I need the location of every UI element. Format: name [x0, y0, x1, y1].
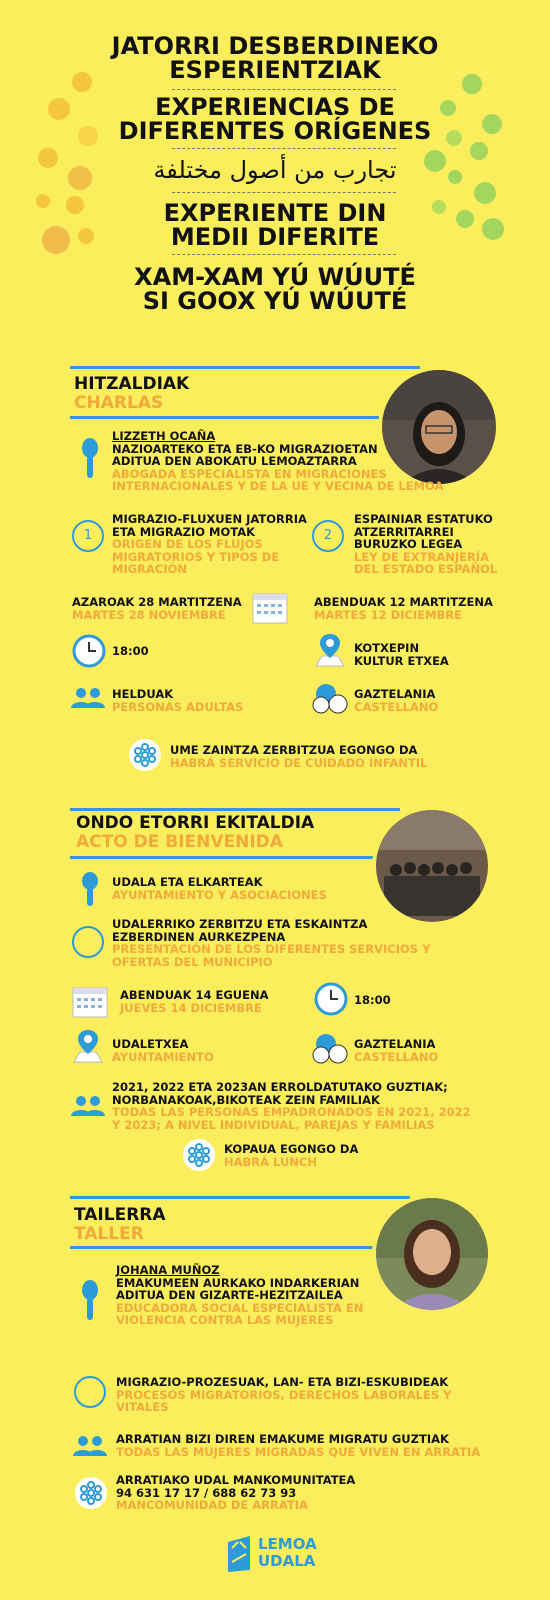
title-es: EXPERIENCIAS DE DIFERENTES ORÍGENES	[118, 93, 432, 145]
number-badge: 1	[72, 520, 104, 552]
divider	[172, 192, 396, 193]
speaker-photo	[372, 1194, 492, 1314]
people-icon	[72, 1434, 108, 1462]
organizer: UDALA ETA ELKARTEAK AYUNTAMIENTO Y ASOCIACIONES	[112, 875, 327, 902]
childcare-icon	[128, 738, 162, 776]
bullet-circle	[74, 1376, 106, 1408]
lemoa-logo	[226, 1534, 252, 1578]
date: ABENDUAK 14 EGUENA JUEVES 14 DICIEMBRE	[120, 988, 269, 1015]
language: GAZTELANIA CASTELLANO	[354, 687, 439, 714]
title-wo: XAM-XAM YÚ WÚUTÉ SI GOOX YÚ WÚUTÉ	[134, 263, 416, 315]
location-icon	[314, 632, 346, 672]
place: UDALETXEA AYUNTAMIENTO	[112, 1037, 214, 1064]
childcare-info: UME ZAINTZA ZERBITZUA EGONGO DA HABRÁ SERVICIO DE CUIDADO INFANTIL	[170, 743, 428, 770]
audience: 2021, 2022 ETA 2023AN ERROLDATUTAKO GUZTIAK; NORBANAKOAK,BIKOTEAK ZEIN FAMILIAK TODAS LAS PERSONAS EMPADRONADOS EN 2021, 2022 Y 2023; A NIVEL INDIVIDUAL, PAREJAS Y FAMILIAS	[112, 1080, 471, 1132]
lunch-icon	[182, 1138, 216, 1176]
clock-icon	[314, 982, 348, 1020]
title-eu: JATORRI DESBERDINEKO ESPERIENTZIAK	[111, 32, 439, 84]
presentation-info: UDALERRIKO ZERBITZU ETA ESKAINTZA EZBERDINEN AURKEZPENA PRESENTACIÓN DE LOS DIFERENTES SERVICIOS Y OFERTAS DEL MUNICIPIO	[112, 917, 431, 969]
section-title-taller: TAILERRA TALLER	[74, 1205, 166, 1244]
speaker-info: JOHANA MUÑOZ EMAKUMEEN AURKAKO INDARKERIAN ADITUA DEN GIZARTE-HEZITZAILEA EDUCADORA SOCIAL ESPECIALISTA EN VIOLENCIA CONTRA LAS MUJERES	[116, 1263, 364, 1327]
bullet-circle	[72, 926, 104, 958]
time: 18:00	[354, 993, 391, 1007]
title-ro: EXPERIENTE DIN MEDII DIFERITE	[163, 199, 387, 251]
talk-2: ESPAINIAR ESTATUKO ATZERRITARREI BURUZKO LEGEA LEY DE EXTRANJERÍA DEL ESTADO ESPAÑOL	[354, 512, 498, 576]
talk-1: MIGRAZIO-FLUXUEN JATORRIA ETA MIGRAZIO MOTAK ORIGEN DE LOS FLUJOS MIGRATORIOS Y TIPOS DE MIGRACIÓN	[112, 512, 307, 576]
calendar-icon	[72, 984, 108, 1022]
organizer-info: ARRATIAKO UDAL MANKOMUNITATEA 94 631 17 17 / 688 62 73 93 MANCOMUNIDAD DE ARRATIA	[116, 1473, 356, 1512]
audience: HELDUAK PERSONAS ADULTAS	[112, 687, 244, 714]
microphone-icon	[80, 438, 100, 486]
speech-bubbles-icon	[312, 1032, 348, 1070]
place: KOTXEPIN KULTUR ETXEA	[354, 641, 449, 668]
section-title-charlas: HITZALDIAK CHARLAS	[74, 374, 190, 413]
people-icon	[70, 1094, 106, 1122]
section-bar	[70, 366, 420, 369]
divider	[172, 89, 396, 90]
microphone-icon	[80, 1280, 100, 1328]
section-bar	[70, 808, 400, 811]
microphone-icon	[80, 872, 100, 912]
title-ar: تجارب من أصول مختلفة	[153, 156, 397, 184]
divider	[172, 148, 396, 149]
section-bar	[70, 1246, 390, 1249]
section-title-bienvenida: ONDO ETORRI EKITALDIA ACTO DE BIENVENIDA	[76, 813, 315, 852]
section-bar	[70, 1196, 410, 1199]
organizer-icon	[74, 1476, 108, 1514]
clock-icon	[72, 634, 106, 672]
time: 18:00	[112, 644, 149, 658]
phone[interactable]: 94 631 17 17 / 688 62 73 93	[116, 1485, 297, 1500]
section-bar	[70, 416, 390, 419]
date-1: AZAROAK 28 MARTITZENA MARTES 28 NOVIEMBRE	[72, 595, 242, 622]
location-icon	[72, 1028, 104, 1068]
date-2: ABENDUAK 12 MARTITZENA MARTES 12 DICIEMBRE	[314, 595, 493, 622]
lunch-info: KOPAUA EGONGO DA HABRÁ LUNCH	[224, 1142, 359, 1169]
speech-bubbles-icon	[312, 682, 348, 720]
people-icon	[70, 686, 106, 714]
language: GAZTELANIA CASTELLANO	[354, 1037, 439, 1064]
logo-text: LEMOA UDALA	[258, 1535, 317, 1570]
section-bar	[70, 856, 380, 859]
number-badge: 2	[312, 520, 344, 552]
audience: ARRATIAN BIZI DIREN EMAKUME MIGRATU GUZTIAK TODAS LAS MUJERES MIGRADAS QUE VIVEN EN ARRATIA	[116, 1432, 481, 1459]
speaker-info: LIZZETH OCAÑA NAZIOARTEKO ETA EB-KO MIGRAZIOETAN ADITUA DEN ABOKATU LEMOAZTARRA ABOGADA ESPECIALISTA EN MIGRACIONES INTERNACIONALES Y DE LA UE Y VECINA DE LEMOA	[112, 429, 444, 493]
calendar-icon	[252, 590, 288, 628]
topic-info: MIGRAZIO-PROZESUAK, LAN- ETA BIZI-ESKUBIDEAK PROCESOS MIGRATORIOS, DERECHOS LABORALES Y VITALES	[116, 1375, 452, 1414]
divider	[172, 254, 396, 255]
group-photo	[372, 806, 492, 926]
